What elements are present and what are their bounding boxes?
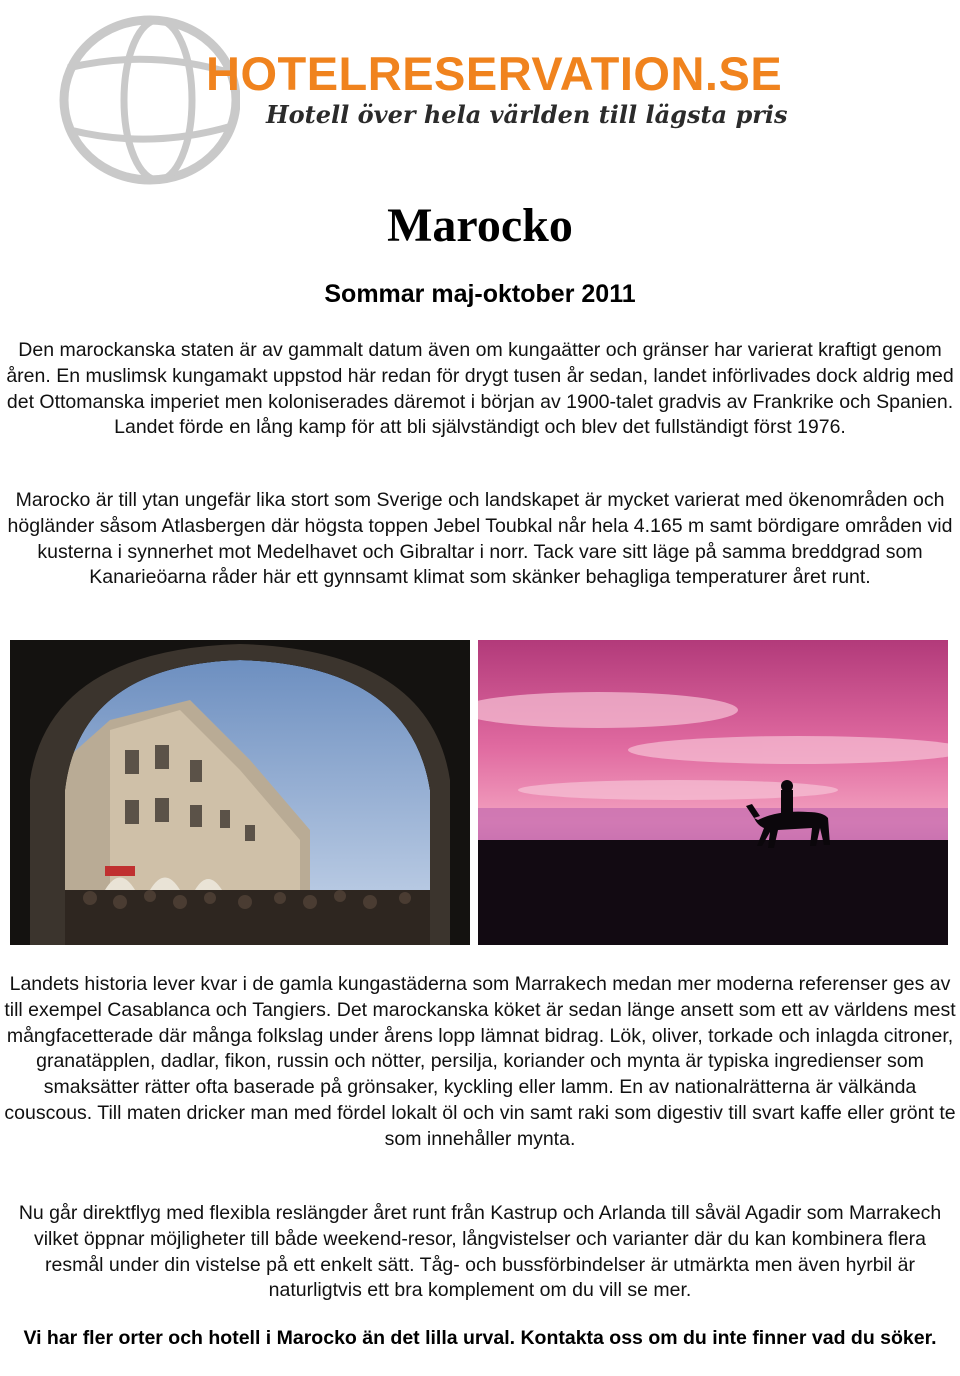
paragraph-geography: Marocko är till ytan ungefär lika stort som Sverige och landskapet är mycket varierat med ökenområden och högländer såsom Atlasbergen där högsta toppen Jebel Toubkal når hela 4.165 m samt bördigare områden vid kusterna i synnerhet mot Medelhavet och Gibraltar i norr. Tack vare sitt läge på samma breddgrad som Kanarieöarna råder här ett gynnsamt klimat som skänker behagliga temperaturer året runt.: [7, 489, 953, 589]
logo: [40, 8, 800, 188]
paragraph-history: Den marockanska staten är av gammalt datum även om kungaätter och gränser har varierat kraftigt genom åren. En muslimsk kungamakt uppstod här redan för drygt tusen år sedan, landet införlivades dock aldrig med det Ottomanska imperiet men koloniserades däremot i början av 1900-talet gradvis av Frankrike och Spanien. Landet förde en lång kamp för att bli självständigt och blev det fullständigt först 1976.: [6, 339, 954, 439]
sunset-beach-photo: [478, 640, 948, 945]
paragraph-flights: Nu går direktflyg med flexibla reslängder året runt från Kastrup och Arlanda till såväl Agadir som Marrakech vilket öppnar möjligheter till både weekend-resor, långvistelser och varianter där du kan kombinera flera resmål under din vistelse på ett enkelt sätt. Tåg- och bussförbindelser är utmärkta men även hyrbil är naturligtvis ett bra komplement om du vill se mer.: [18, 1202, 942, 1302]
logo-tagline: Hotell över hela världen till lägsta pris: [266, 100, 788, 129]
page-title: Marocko: [387, 199, 573, 252]
logo-text: HOTELRESERVATION.SE: [206, 47, 783, 100]
page-subtitle: Sommar maj-oktober 2011: [324, 280, 636, 308]
paragraph-culture-food: Landets historia lever kvar i de gamla kungastäderna som Marrakech medan mer moderna referenser ges av till exempel Casablanca och Tangiers. Det marockanska köket är sedan länge ansett som ett av världens mest mångfacetterade där många folkslag under årens lopp lämnat bidrag. Lök, oliver, torkade och inlagda citroner, granatäpplen, dadlar, fikon, russin och nötter, persilja, koriander och mynta är typiska ingredienser som smaksätter rätter ofta baserade på grönsaker, kyckling eller lamm. En av nationalrätterna är välkända couscous. Till maten dricker man med fördel lokalt öl och vin samt raki som digestiv till svart kaffe eller grönt te som innehåller mynta.: [4, 973, 956, 1150]
street-archway-photo: [10, 640, 470, 945]
paragraph-contact: Vi har fler orter och hotell i Marocko än det lilla urval. Kontakta oss om du inte finner vad du söker.: [23, 1327, 937, 1349]
